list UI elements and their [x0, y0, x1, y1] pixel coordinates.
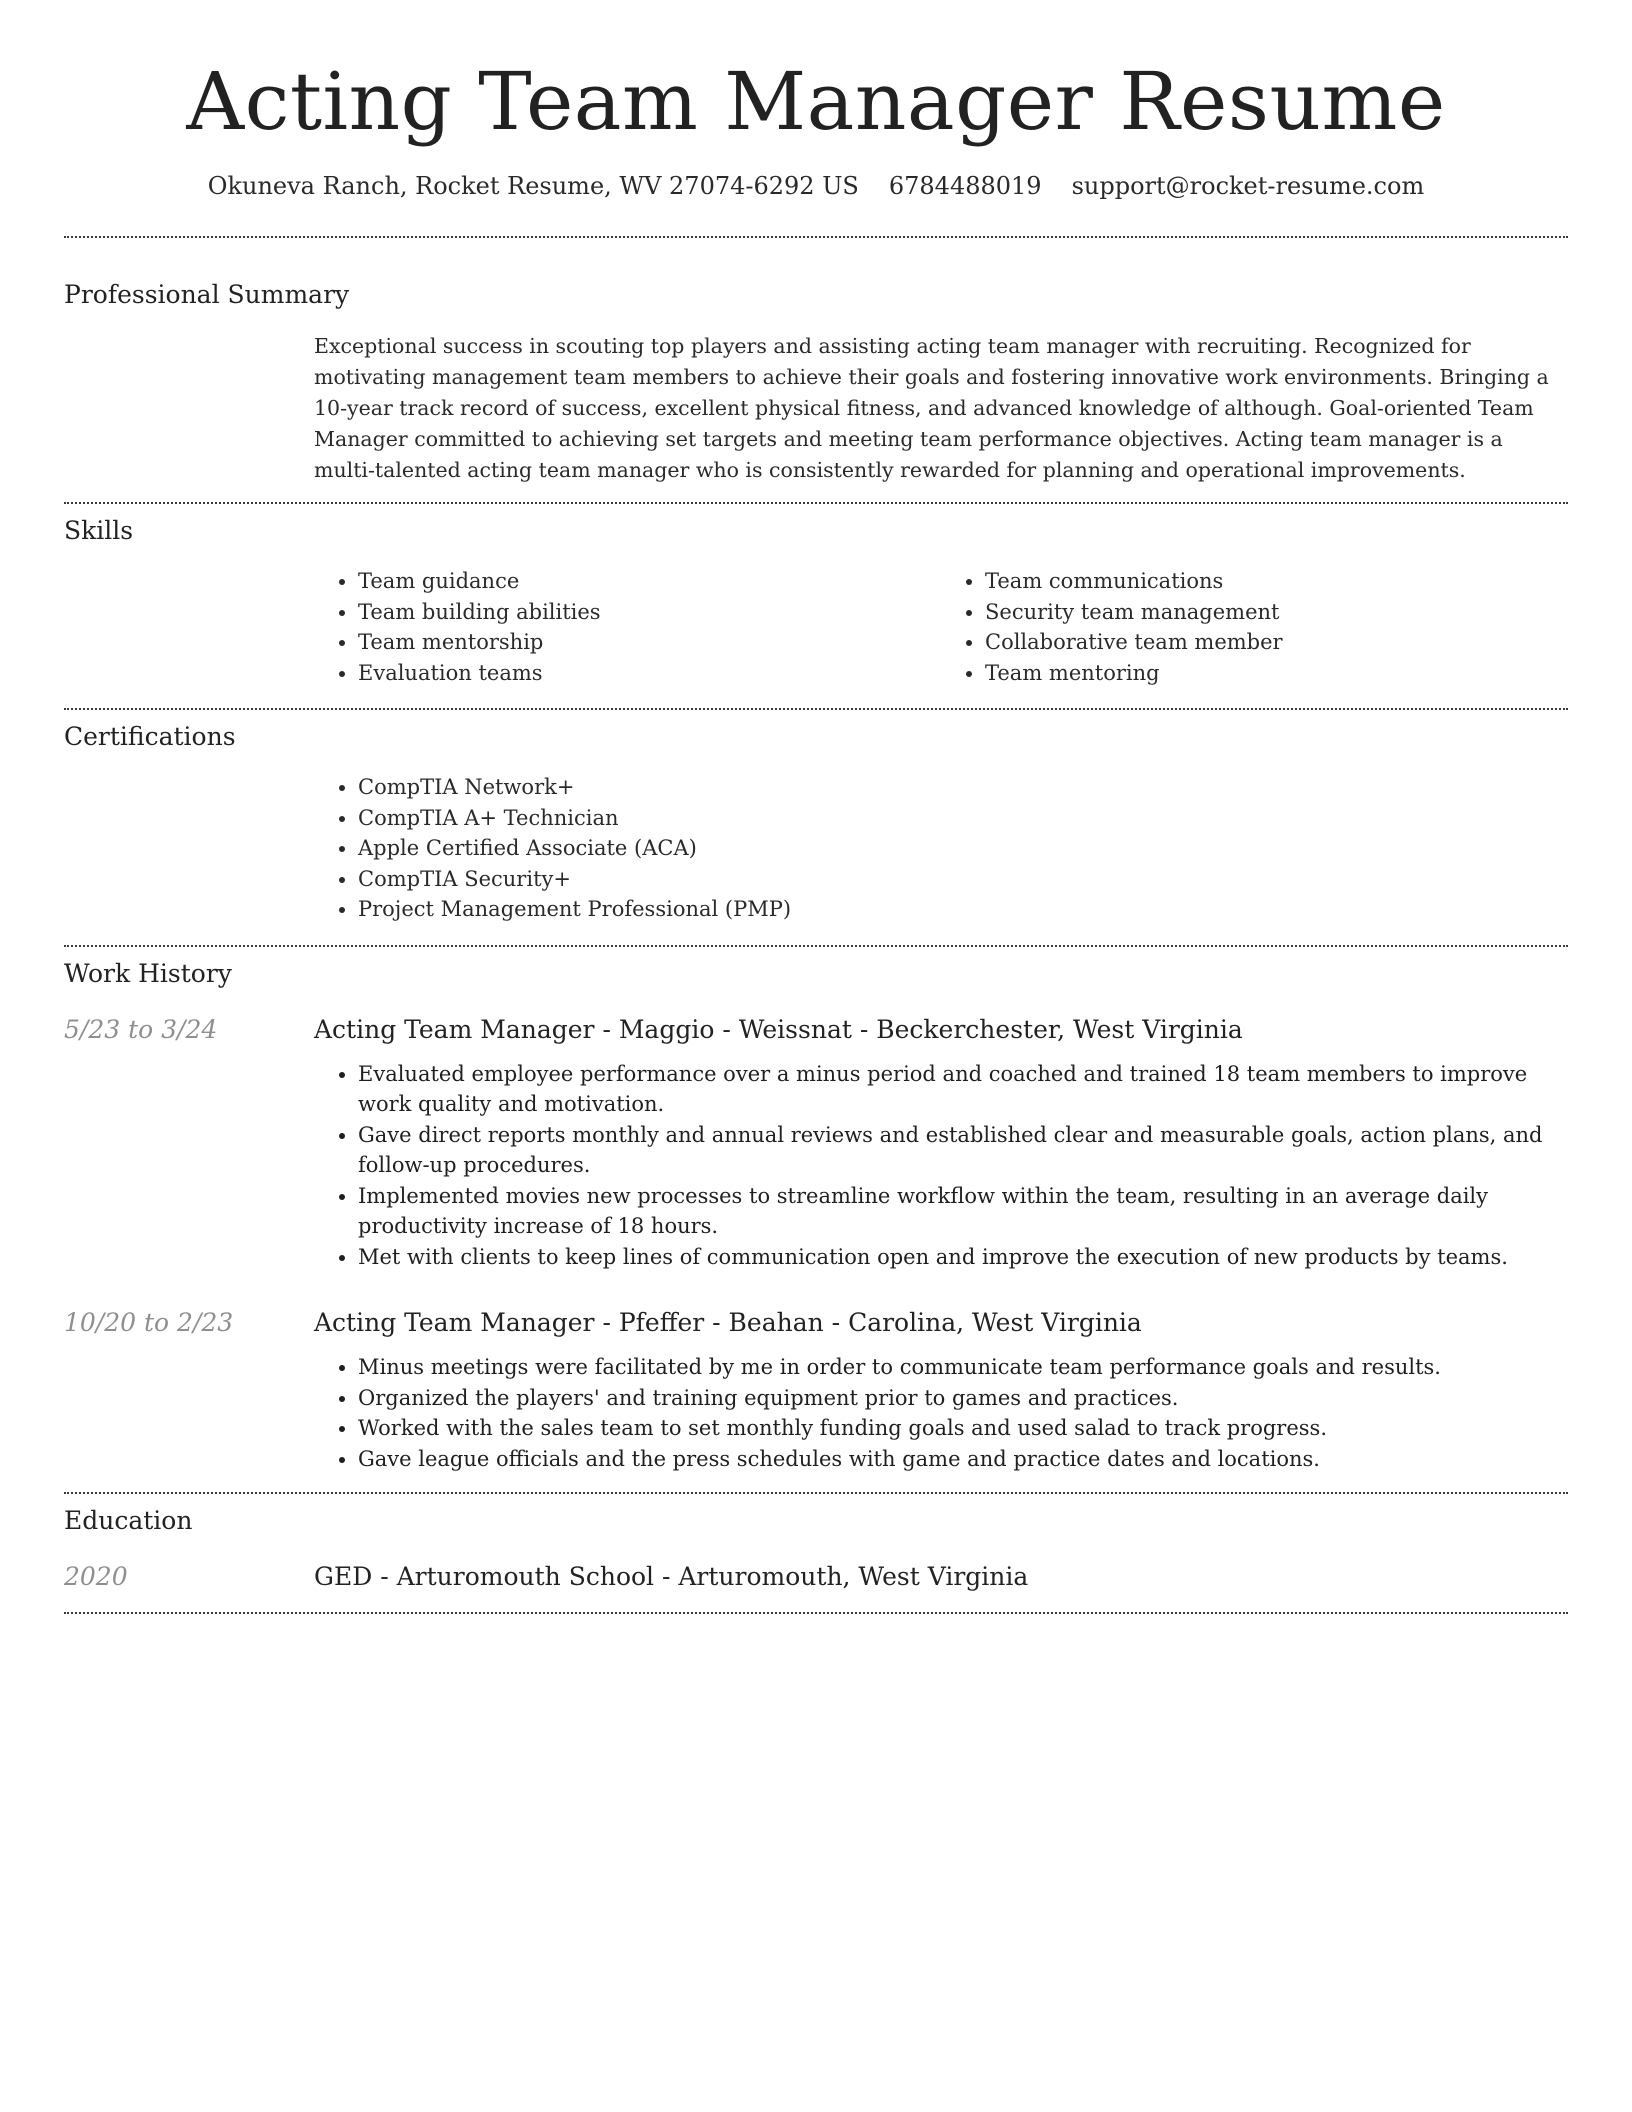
- job-bullet: • Organized the players' and training equipment prior to games and practices.: [358, 1383, 1568, 1414]
- education-year: 2020: [64, 1562, 128, 1591]
- certifications-list: [314, 772, 1568, 925]
- education-title: GED - Arturomouth School - Arturomouth, West Virginia: [314, 1562, 1029, 1591]
- job-bullets: [314, 1352, 1568, 1474]
- work-history-section: [64, 947, 1568, 1475]
- summary-heading: Professional Summary: [64, 280, 350, 309]
- job-bullet: • Gave direct reports monthly and annual reviews and established clear and measurable goals, action plans, and follow-up procedures.: [358, 1120, 1568, 1181]
- certification-item: • CompTIA A+ Technician: [358, 803, 1568, 834]
- skills-list-right: [941, 566, 1568, 688]
- page-title: Acting Team Manager Resume: [186, 55, 1446, 148]
- skill-item: • Team mentoring: [985, 658, 1568, 689]
- skill-item: • Team mentorship: [358, 627, 941, 658]
- education-heading: Education: [64, 1506, 193, 1535]
- skills-section: [64, 504, 1568, 688]
- education-section: [64, 1494, 1568, 1594]
- job-bullet: • Evaluated employee performance over a minus period and coached and trained 18 team members to improve work quality and motivation.: [358, 1059, 1568, 1120]
- job-bullet: • Worked with the sales team to set monthly funding goals and used salad to track progress.: [358, 1413, 1568, 1444]
- job-bullet: • Met with clients to keep lines of communication open and improve the execution of new products by teams.: [358, 1242, 1568, 1273]
- certifications-section: [64, 710, 1568, 925]
- education-entry: [64, 1560, 1568, 1594]
- skill-item: • Team building abilities: [358, 597, 941, 628]
- certification-item: • CompTIA Network+: [358, 772, 1568, 803]
- section-divider: [64, 1612, 1568, 1614]
- certification-item: • CompTIA Security+: [358, 864, 1568, 895]
- skill-item: • Evaluation teams: [358, 658, 941, 689]
- job-title: Acting Team Manager - Pfeffer - Beahan - Carolina, West Virginia: [314, 1308, 1142, 1337]
- contact-address: Okuneva Ranch, Rocket Resume, WV 27074-6292 US: [207, 172, 859, 200]
- summary-text: Exceptional success in scouting top players and assisting acting team manager with recruiting. Recognized for motivating management team members to achieve their goals and fostering innovative work environments. Bringing a 10-year track record of success, excellent physical fitness, and advanced knowledge of although. Goal-oriented Team Manager committed to achieving set targets and meeting team performance objectives. Acting team manager is a multi-talented acting team manager who is consistently rewarded for planning and operational improvements.: [314, 334, 1549, 482]
- work-history-heading: Work History: [64, 958, 232, 988]
- job-title: Acting Team Manager - Maggio - Weissnat - Beckerchester, West Virginia: [314, 1014, 1243, 1044]
- job-entry: [64, 1306, 1568, 1474]
- skill-item: • Collaborative team member: [985, 627, 1568, 658]
- job-bullet: • Minus meetings were facilitated by me in order to communicate team performance goals and results.: [358, 1352, 1568, 1383]
- job-bullet: • Implemented movies new processes to streamline workflow within the team, resulting in an average daily productivity increase of 18 hours.: [358, 1181, 1568, 1242]
- skills-heading: Skills: [64, 516, 134, 545]
- skill-item: • Team communications: [985, 566, 1568, 597]
- skill-item: • Security team management: [985, 597, 1568, 628]
- skills-list-left: [314, 566, 941, 688]
- skill-item: • Team guidance: [358, 566, 941, 597]
- contact-email: support@rocket-resume.com: [1071, 172, 1425, 200]
- contact-phone: 6784488019: [888, 172, 1042, 200]
- summary-section: [64, 238, 1568, 486]
- certifications-heading: Certifications: [64, 722, 236, 751]
- job-entry: [64, 1013, 1568, 1273]
- job-bullets: [314, 1059, 1568, 1273]
- resume-page: [64, 0, 1568, 1614]
- certification-item: • Project Management Professional (PMP): [358, 894, 1568, 925]
- certification-item: • Apple Certified Associate (ACA): [358, 833, 1568, 864]
- job-bullet: • Gave league officials and the press schedules with game and practice dates and locations.: [358, 1444, 1568, 1475]
- contact-info: [64, 170, 1568, 202]
- job-dates: 10/20 to 2/23: [64, 1308, 234, 1337]
- job-dates: 5/23 to 3/24: [64, 1014, 218, 1044]
